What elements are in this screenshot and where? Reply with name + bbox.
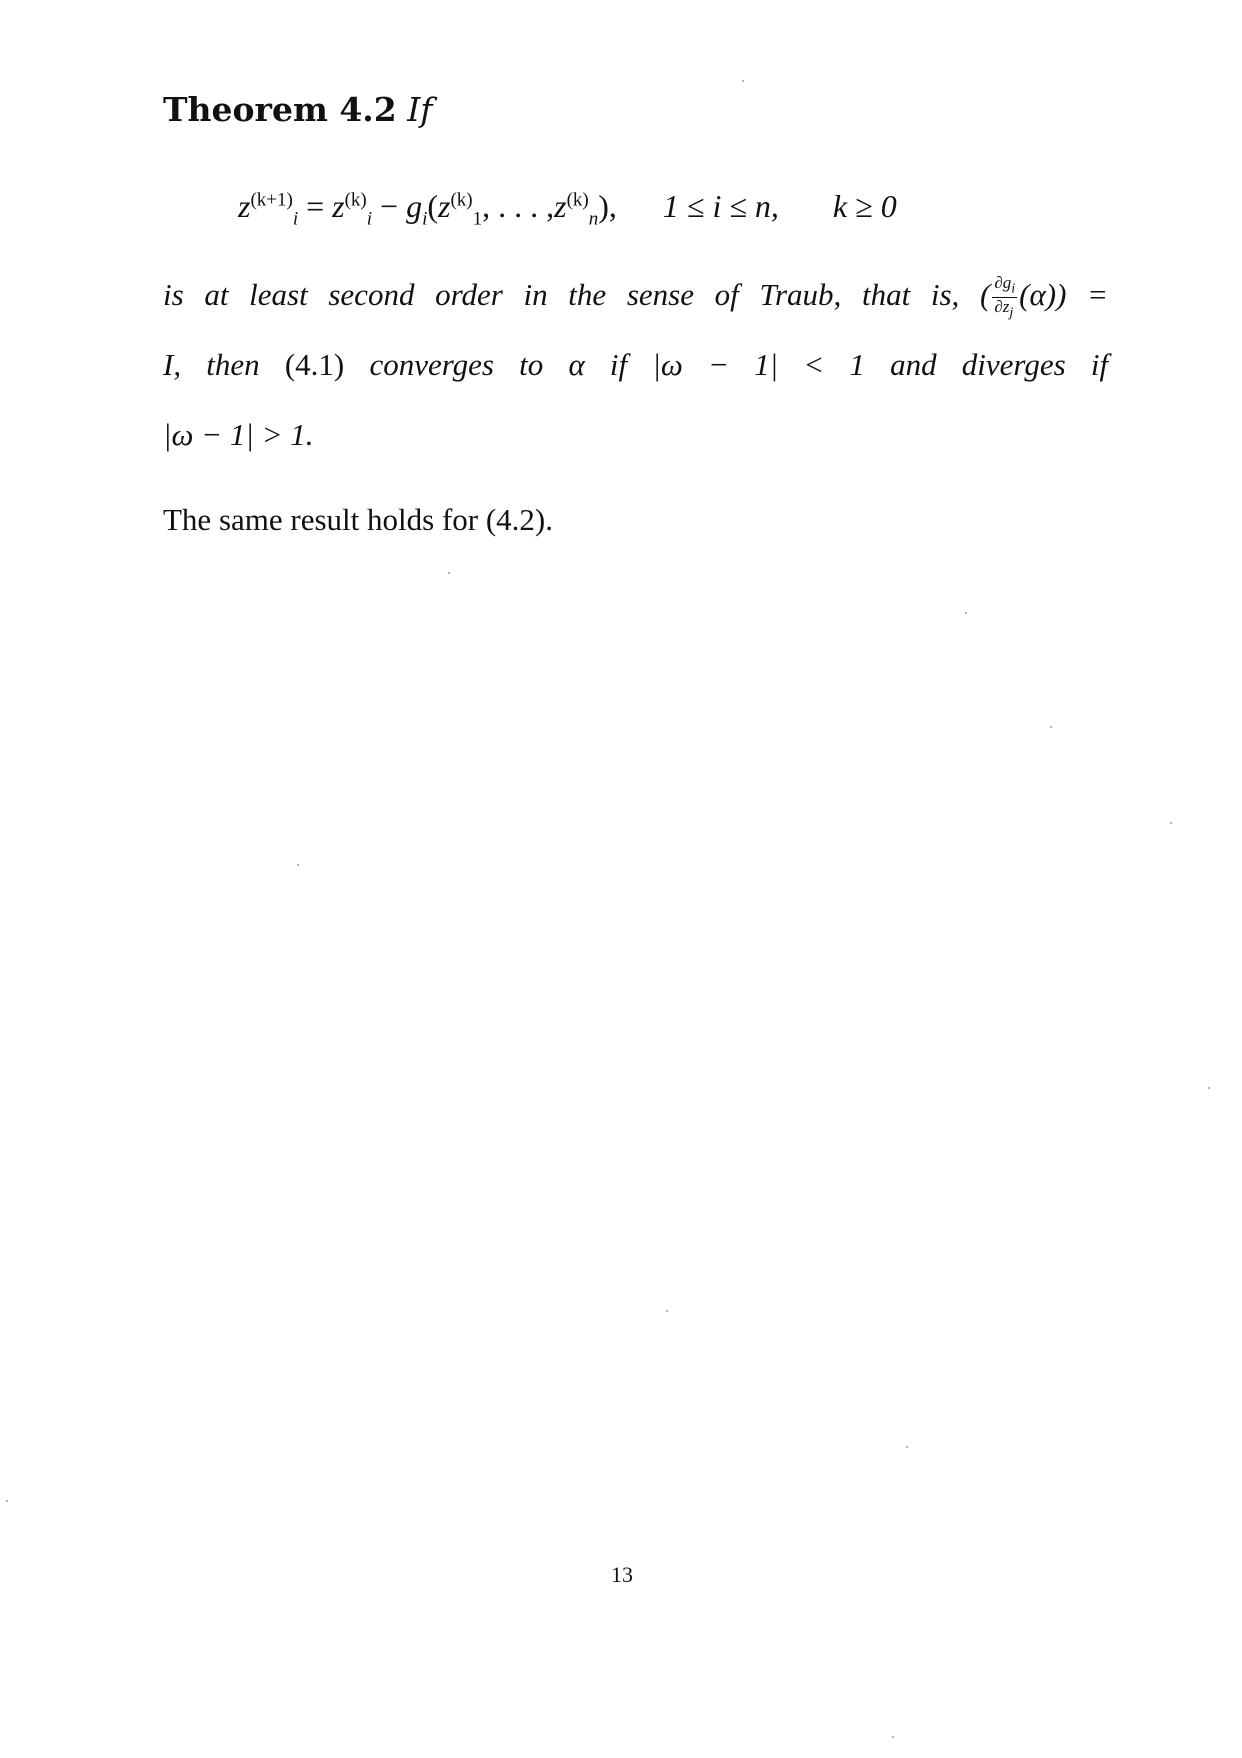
eq-g-sub: i (422, 208, 428, 230)
eq-rhs-var: z (332, 188, 345, 224)
scan-speck (965, 612, 967, 614)
eq-lhs-sup: (k+1) (250, 189, 293, 211)
abs-condition-gt: |ω − 1| > 1. (163, 417, 314, 452)
scan-speck (892, 1736, 894, 1738)
scan-speck (906, 1446, 908, 1448)
eq-arg1-sub: 1 (472, 208, 483, 230)
equation-ref-4-1: (4.1) (284, 347, 345, 382)
theorem-heading (163, 88, 433, 132)
frac-numerator: ∂g (994, 273, 1012, 292)
statement-diverges: and diverges if (890, 347, 1109, 382)
eq-rhs-sup: (k) (344, 189, 367, 211)
scan-speck (297, 864, 299, 866)
theorem-lead: If (407, 90, 433, 129)
statement-line-3 (163, 408, 1108, 478)
eq-arg1-sup: (k) (450, 189, 473, 211)
scan-speck (666, 1310, 668, 1312)
frac-denominator: ∂z (994, 297, 1010, 317)
statement-text-1: is at least second order in the sense of Traub, that is, ( (163, 277, 991, 312)
eq-lhs-sub: i (292, 208, 299, 230)
eq-g: g (406, 188, 423, 224)
scan-speck (1050, 726, 1052, 728)
eq-open-paren: ( (427, 188, 439, 224)
scan-speck (1208, 1087, 1210, 1089)
result-sentence: The same result holds for (4.2). (163, 502, 553, 537)
statement-converges: converges to α if (369, 347, 628, 382)
eq-dots: , . . . , (482, 188, 555, 224)
eq-equals: = (306, 188, 325, 224)
theorem-label: Theorem 4.2 (163, 90, 397, 129)
eq-argn-var: z (554, 188, 567, 224)
statement-text-1-tail: (α)) = (1019, 277, 1108, 312)
partial-fraction (992, 274, 1017, 322)
frac-denominator-sub: j (1009, 304, 1014, 321)
scan-speck (742, 80, 744, 82)
eq-condition-k: k ≥ 0 (832, 188, 897, 224)
statement-line-1 (163, 268, 1108, 338)
frac-numerator-sub: i (1011, 280, 1016, 297)
page-number: 13 (611, 1562, 633, 1587)
eq-minus: − (380, 188, 399, 224)
eq-argn-sup: (k) (566, 189, 589, 211)
theorem-statement (163, 268, 1108, 478)
eq-argn-sub: n (588, 208, 599, 230)
statement-then: I, then (163, 347, 260, 382)
eq-condition-i: 1 ≤ i ≤ n, (662, 188, 779, 224)
eq-rhs-sub: i (366, 208, 373, 230)
scan-speck (448, 572, 450, 574)
statement-line-2 (163, 338, 1108, 408)
eq-lhs-var: z (238, 188, 251, 224)
eq-close-paren: ), (598, 188, 617, 224)
abs-condition-lt: |ω − 1| < 1 (652, 347, 865, 382)
display-equation (238, 178, 897, 234)
scan-speck (1170, 822, 1172, 824)
scan-speck (6, 1500, 8, 1502)
eq-arg1-var: z (438, 188, 451, 224)
